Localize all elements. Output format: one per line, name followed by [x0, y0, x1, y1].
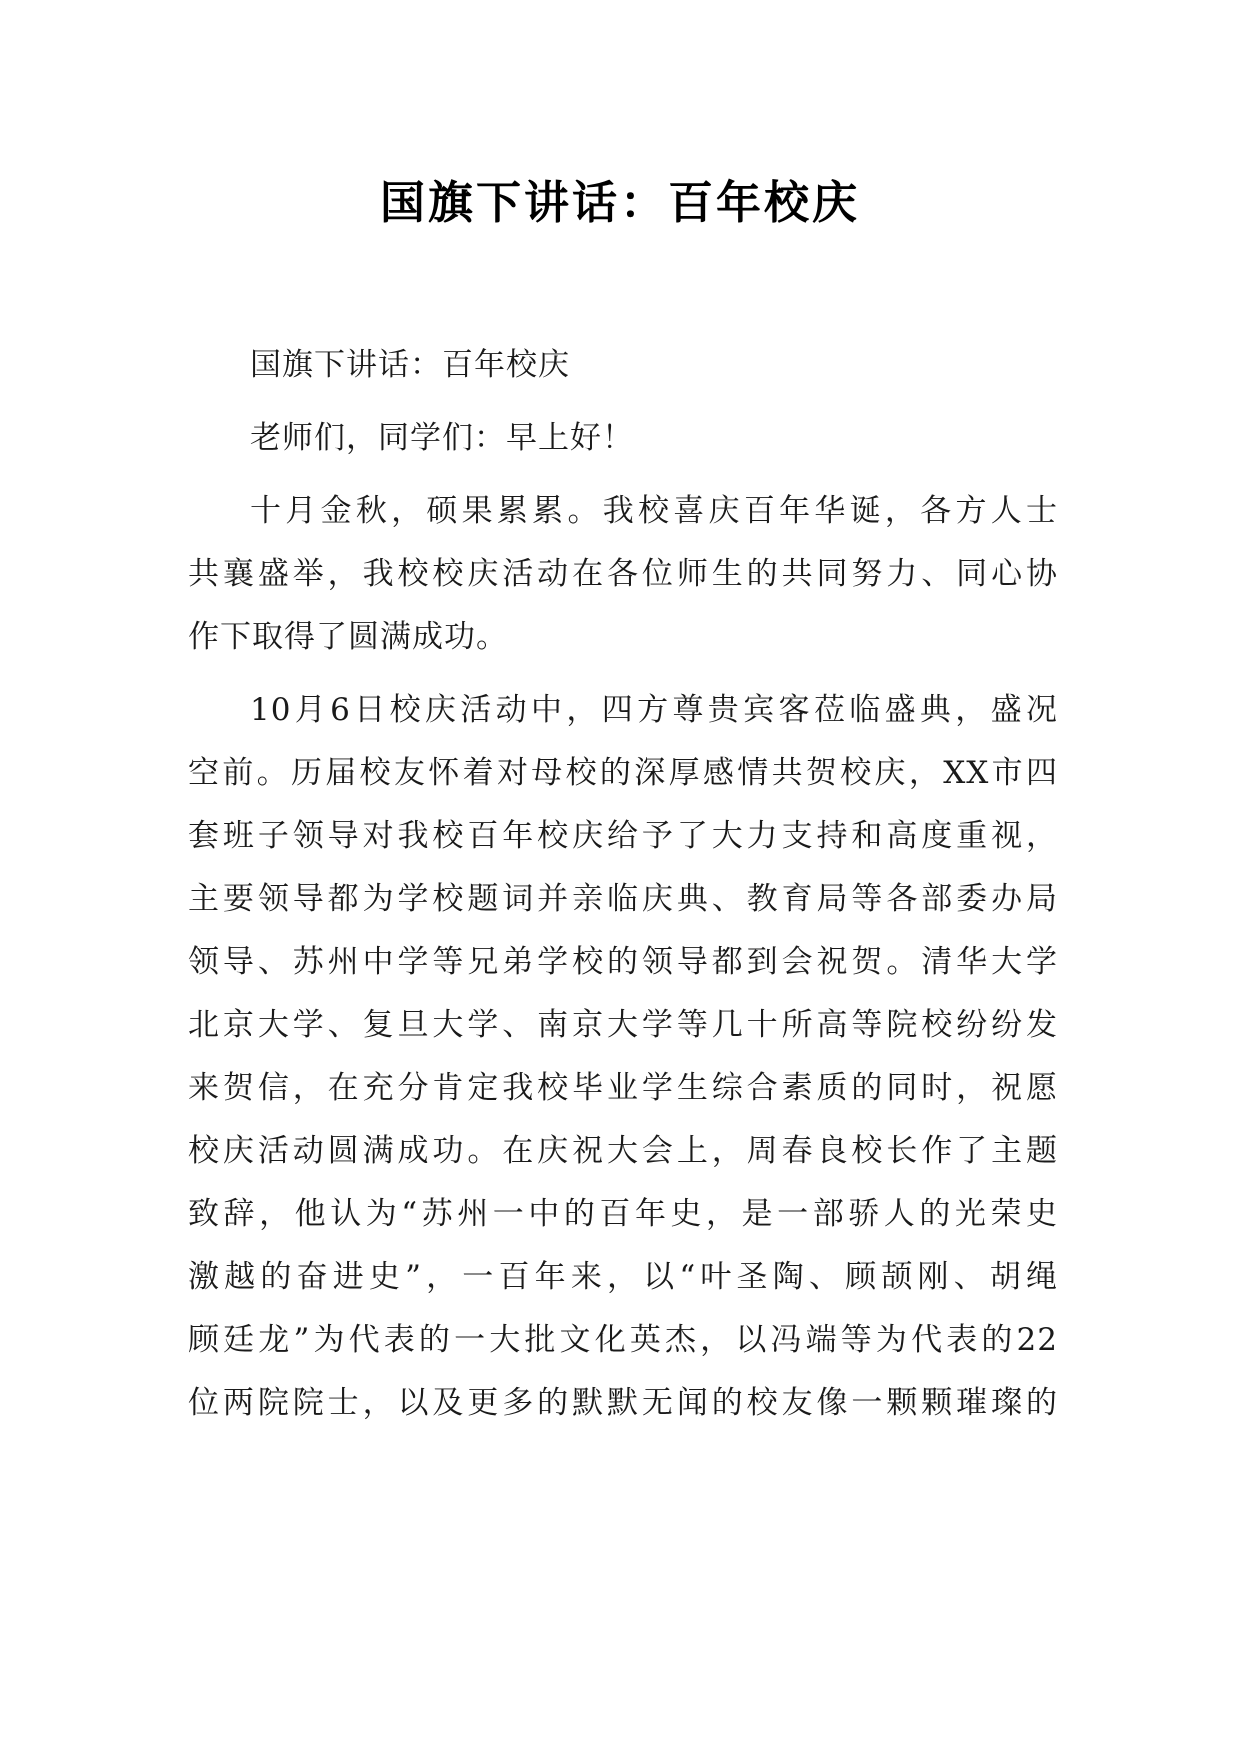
- paragraph-opening: [188, 480, 1058, 669]
- text-line: 国旗下讲话：百年校庆: [250, 347, 570, 383]
- text-line: 致辞，他认为“苏州一中的百年史，是一部骄人的光荣史: [188, 1196, 1058, 1232]
- paragraph-celebration: [188, 679, 1058, 1435]
- text-line: 空前。历届校友怀着对母校的深厚感情共贺校庆，XX市四: [188, 755, 1058, 791]
- text-line: 顾廷龙”为代表的一大批文化英杰，以冯端等为代表的22: [188, 1322, 1058, 1358]
- paragraph-greeting: [188, 407, 1058, 470]
- text-line: 校庆活动圆满成功。在庆祝大会上，周春良校长作了主题: [188, 1133, 1058, 1169]
- text-line: 来贺信，在充分肯定我校毕业学生综合素质的同时，祝愿: [188, 1070, 1058, 1106]
- text-line: 共襄盛举，我校校庆活动在各位师生的共同努力、同心协: [188, 556, 1058, 592]
- paragraph-heading: [188, 334, 1058, 397]
- text-line: 激越的奋进史”，一百年来，以“叶圣陶、顾颉刚、胡绳: [188, 1259, 1058, 1295]
- text-line: 套班子领导对我校百年校庆给予了大力支持和高度重视，: [188, 818, 1058, 854]
- text-line: 老师们，同学们：早上好！: [250, 420, 634, 456]
- text-line: 领导、苏州中学等兄弟学校的领导都到会祝贺。清华大学: [188, 944, 1058, 980]
- text-line: 北京大学、复旦大学、南京大学等几十所高等院校纷纷发: [188, 1007, 1058, 1043]
- document-title: 国旗下讲话：百年校庆: [379, 176, 860, 229]
- text-line: 作下取得了圆满成功。: [188, 619, 508, 655]
- text-line: 主要领导都为学校题词并亲临庆典、教育局等各部委办局: [188, 881, 1058, 917]
- text-line: 位两院院士，以及更多的默默无闻的校友像一颗颗璀璨的: [188, 1385, 1058, 1421]
- text-line: 十月金秋，硕果累累。我校喜庆百年华诞，各方人士: [250, 493, 1058, 529]
- text-line: 10月6日校庆活动中，四方尊贵宾客莅临盛典，盛况: [250, 692, 1058, 728]
- document-body: [188, 334, 1058, 1445]
